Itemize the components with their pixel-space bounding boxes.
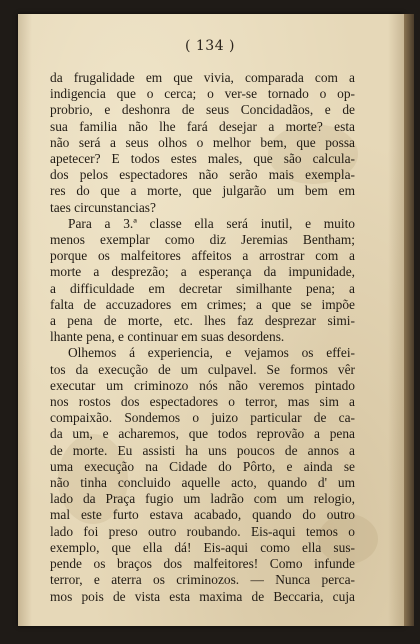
text-line: taes circunstancias? (50, 199, 156, 215)
text-line: probrio, e deshonra de seus Concidadãos, e de (50, 102, 355, 118)
text-line: nos rostos dos espectadores o terror, mas sim a (50, 394, 355, 410)
text-line: Para a 3.ª classe ella será inutil, e muito (68, 215, 355, 231)
text-line: Olhemos á experiencia, e vejamos os effei- (68, 345, 355, 361)
text-line: res do que a morte, que julgarão um bem em (50, 183, 355, 199)
text-line: sua familia não lhe fará desejar a morte? esta (50, 118, 355, 134)
text-line: uma execução na Cidade do Pôrto, e ainda se (50, 458, 355, 474)
text-line: dos pelos espectadores não serão mais exempla- (50, 167, 355, 183)
text-line: lado da Praça fugio um ladrão com um relogio, (50, 491, 355, 507)
text-line: indigencia que o cerca; o ver-se tornado o op- (50, 86, 355, 102)
text-line: a pena de morte, etc. lhes faz desprezar simi- (50, 313, 355, 329)
text-line: morte a desprezão; a esperança da impunidade, (50, 264, 355, 280)
text-line: mos pois de vista esta maxima de Beccaria, cuja (50, 588, 355, 604)
text-line: porque os malfeitores affeitos a arrostrar com a (50, 248, 355, 264)
text-line: menos exemplar como diz Jeremias Bentham; (50, 232, 355, 248)
text-line: executar um criminozo nós não veremos pintado (50, 377, 355, 393)
text-line: não tinha concluido aquelle acto, quando d' um (50, 475, 355, 491)
text-line: lado foi preso outro roubando. Eis-aqui temos o (50, 523, 355, 539)
text-line: terror, e aterra os criminozos. — Nunca perca- (50, 572, 355, 588)
text-line: lhante pena, e continuar em suas desordens. (50, 329, 285, 345)
text-line: pende os braços dos malfeitores! Como infunde (50, 556, 355, 572)
text-line: exemplo, que ella dá! Eis-aqui como ella sus- (50, 539, 355, 555)
text-line: da um, e acharemos, que todos reprovão a pena (50, 426, 355, 442)
text-line: compaixão. Sondemos o juizo particular de ca- (50, 410, 355, 426)
text-line: não será a seus olhos o melhor bem, que possa (50, 134, 355, 150)
body-text (50, 70, 355, 605)
text-line: falta de accuzadores em crimes; a que se impõe (50, 296, 355, 312)
text-line: da frugalidade em que vivia, comparada com a (50, 70, 355, 85)
text-line: tos da execução de um culpavel. Se formos vêr (50, 361, 355, 377)
book-spine-edge (404, 14, 414, 626)
text-line: mal este furto estava acabado, quando do outro (50, 507, 355, 523)
text-line: de morte. Eu assisti ha uns poucos de annos a (50, 442, 355, 458)
text-line: apetecer? E todos estes males, que são calcula- (50, 151, 355, 167)
text-line: a difficuldade em decretar similhante pena; a (50, 280, 355, 296)
page-number: ( 134 ) (184, 38, 236, 54)
